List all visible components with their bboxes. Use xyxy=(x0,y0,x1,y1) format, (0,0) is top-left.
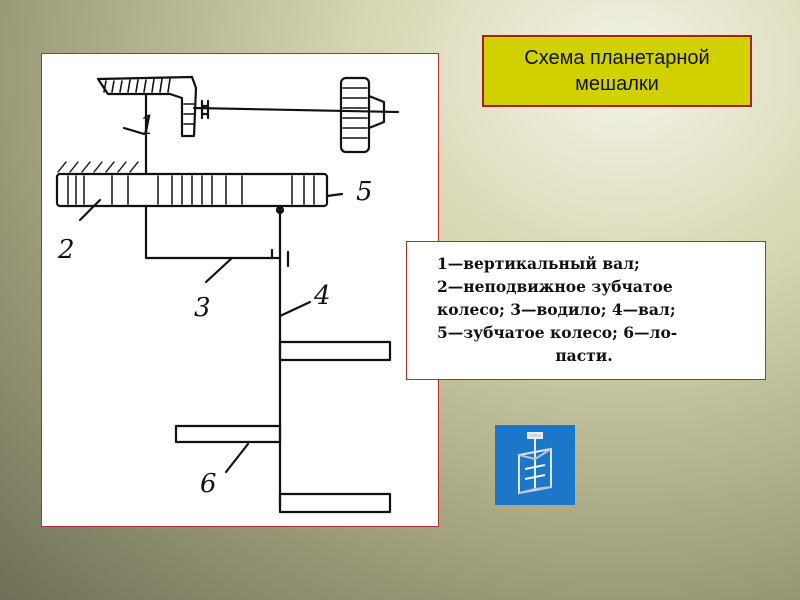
legend-line-4: 5—зубчатое колесо; 6—ло- xyxy=(437,323,678,342)
planetary-mixer-icon[interactable] xyxy=(495,425,575,505)
blade-middle xyxy=(176,426,280,442)
label-6: 6 xyxy=(200,469,217,499)
label-5: 5 xyxy=(356,177,373,207)
slide-title-line-1: Схема планетарной xyxy=(524,47,710,69)
label-3-leader xyxy=(206,258,232,282)
label-2: 2 xyxy=(58,235,75,265)
blade-lower xyxy=(280,494,390,512)
fixed-gear-teeth xyxy=(68,176,314,204)
slide-title-line-2: мешалки xyxy=(575,73,659,95)
legend-line-2: 2—неподвижное зубчатое xyxy=(437,277,673,296)
label-4-leader xyxy=(280,302,310,316)
legend-line-3: колесо; 3—водило; 4—вал; xyxy=(437,300,676,319)
label-3: 3 xyxy=(194,293,211,323)
label-4: 4 xyxy=(314,281,331,311)
right-bevel-gear xyxy=(341,78,369,152)
legend-box xyxy=(406,241,766,380)
planetary-mixer-diagram xyxy=(41,53,439,527)
legend-line-1: 1—вертикальный вал; xyxy=(437,254,640,273)
label-6-leader xyxy=(226,444,248,472)
label-5-leader xyxy=(327,194,342,196)
blade-upper xyxy=(280,342,390,360)
right-gear-teeth xyxy=(343,88,367,138)
shaft-coupling xyxy=(202,101,208,118)
label-1: 1 xyxy=(139,111,156,141)
fixed-hatching xyxy=(58,162,138,172)
label-2-leader xyxy=(80,200,100,220)
mixer-icon-graphic xyxy=(495,425,575,505)
legend-line-5: пасти. xyxy=(555,346,613,365)
carrier xyxy=(146,206,280,258)
diagram-drawing xyxy=(42,54,440,528)
slide-title xyxy=(482,35,752,107)
